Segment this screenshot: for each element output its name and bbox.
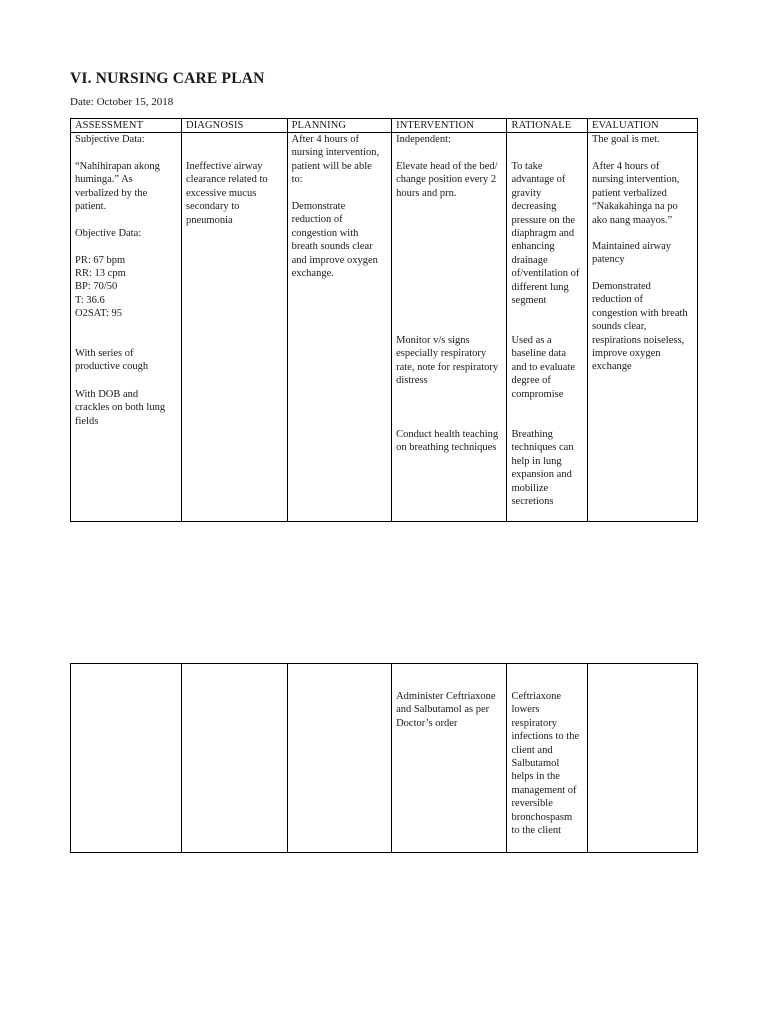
evaluation-goal: The goal is met.	[592, 134, 660, 145]
vital-rr: RR: 13 cpm	[75, 268, 126, 279]
header-intervention: INTERVENTION	[392, 119, 507, 133]
planning-cell	[287, 664, 392, 853]
nursing-care-plan-table-continued	[70, 663, 698, 853]
nursing-care-plan-table	[70, 118, 698, 522]
table-row	[71, 664, 698, 853]
header-planning: PLANNING	[287, 119, 392, 133]
header-rationale: RATIONALE	[507, 119, 588, 133]
intervention-cell	[392, 664, 507, 853]
cough-note: With series of productive cough	[75, 348, 149, 373]
diagnosis-cell	[182, 133, 288, 522]
rationale-item-2: Used as a baseline data and to evaluate degree of compromise	[511, 335, 576, 400]
header-evaluation: EVALUATION	[588, 119, 698, 133]
planning-cell	[287, 133, 392, 522]
table-row	[71, 133, 698, 522]
subjective-label: Subjective Data:	[75, 134, 145, 145]
header-row	[71, 119, 698, 133]
intervention-item-1: Elevate head of the bed/ change position every 2 hours and prn.	[396, 161, 498, 199]
rationale-medication: Ceftriaxone lowers respiratory infections to the client and Salbutamol helps in the management of reversible bronchospasm to the client	[511, 691, 580, 837]
vital-o2sat: O2SAT: 95	[75, 308, 123, 319]
rationale-item-1: To take advantage of gravity decreasing pressure on the diaphragm and enhancing drainage of/ventilation of different lung segment	[511, 161, 580, 307]
intervention-administer: Administer Ceftriaxone and Salbutamol as per Doctor’s order	[396, 691, 496, 729]
diagnosis-text: Ineffective airway clearance related to excessive mucus secondary to pneumonia	[186, 161, 268, 226]
evaluation-cell	[588, 664, 698, 853]
objective-label: Objective Data:	[75, 228, 142, 239]
dob-note: With DOB and crackles on both lung fields	[75, 389, 166, 427]
page-title: VI. NURSING CARE PLAN	[70, 70, 265, 87]
intervention-item-3: Conduct health teaching on breathing techniques	[396, 429, 499, 454]
diagnosis-cell	[182, 664, 288, 853]
vital-pr: PR: 67 bpm	[75, 255, 126, 266]
evaluation-maintained: Maintained airway patency	[592, 241, 672, 266]
header-diagnosis: DIAGNOSIS	[182, 119, 288, 133]
rationale-item-3: Breathing techniques can help in lung expansion and mobilize secretions	[511, 429, 574, 508]
vital-temp: T: 36.6	[75, 295, 105, 306]
intervention-item-2: Monitor v/s signs especially respiratory rate, note for respiratory distress	[396, 335, 499, 387]
rationale-cell	[507, 664, 588, 853]
intervention-label: Independent:	[396, 134, 451, 145]
header-assessment: ASSESSMENT	[71, 119, 182, 133]
subjective-quote: “Nahihirapan akong huminga.” As verbalized by the patient.	[75, 161, 160, 213]
assessment-cell	[71, 664, 182, 853]
evaluation-demonstrated: Demonstrated reduction of congestion with breath sounds clear, respirations noiseless, improve oxygen exchange	[592, 281, 688, 373]
evaluation-cell	[588, 133, 698, 522]
planning-goal: Demonstrate reduction of congestion with breath sounds clear and improve oxygen exchange.	[291, 201, 378, 280]
date-line: Date: October 15, 2018	[70, 96, 174, 108]
intervention-cell	[392, 133, 507, 522]
vital-bp: BP: 70/50	[75, 281, 118, 292]
assessment-cell	[71, 133, 182, 522]
rationale-cell	[507, 133, 588, 522]
planning-intro: After 4 hours of nursing intervention, patient will be able to:	[291, 134, 380, 186]
evaluation-verbalized: After 4 hours of nursing intervention, patient verbalized “Nakakahinga na po ako nang maayos.”	[592, 161, 680, 226]
